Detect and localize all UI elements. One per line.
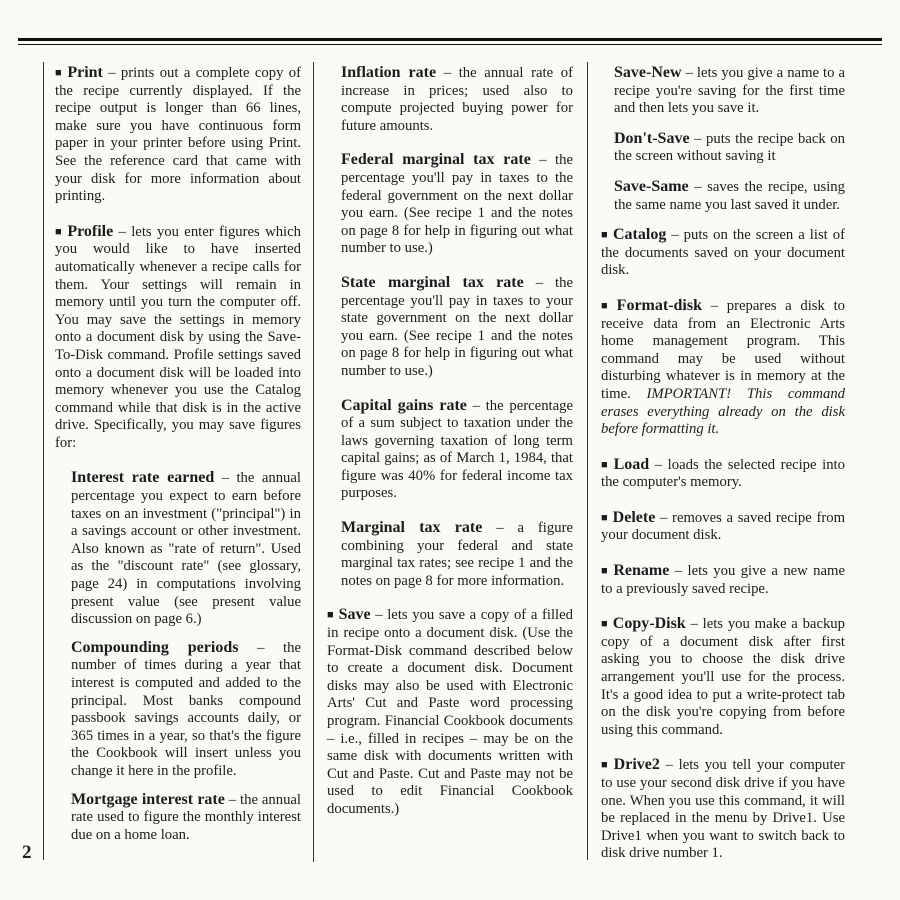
entry-drive2 [601,756,845,863]
entry-term: Mortgage interest rate [71,790,225,808]
entry-term: Copy-Disk [612,615,686,633]
entry-text: – puts the recipe back on the screen without saving it [614,130,845,165]
entry-term: Save-Same [614,177,689,195]
entry-term: State marginal tax rate [341,273,524,291]
entry-term: Compounding periods [71,638,239,656]
entry-text: – lets you enter figures which you would like to have inserted automatically whenever a recipe calls for them. Your settings will remain in memory until you turn the computer off. You may save the settings in memory onto a document disk by using the Save-To-Disk command. Profile settings saved onto a document disk will be loaded into memory whenever you use the Catalog command while that disk is in the active drive. Specifically, you may save figures for: [55,223,301,451]
entry-text: – loads the selected recipe into the computer's memory. [601,456,845,491]
column-2 [327,64,573,836]
entry-text: – removes a saved recipe from your document disk. [601,509,845,544]
bullet-icon: ■ [601,618,609,631]
entry-text: – the annual rate used to figure the monthly interest due on a home loan. [71,791,302,843]
entry-format-disk [601,297,845,439]
entry-state-tax [341,274,573,381]
entry-text: – lets you give a name to a recipe you're saving for the first time and then lets you save it. [614,65,845,117]
entry-term: Catalog [612,226,667,244]
column-3 [601,64,845,880]
entry-text: – a figure combining your federal and state marginal tax rates; see recipe 1 and the notes on page 8 for more information. [341,520,573,589]
entry-text: – lets you make a backup copy of a document disk after first asking you to choose the disk drive arrangement you'll use for the process. It's a good idea to put a write-protect tab on the disk you're copying from before using this command. [601,616,845,738]
column-divider-right [587,62,588,860]
bullet-icon: ■ [327,609,335,622]
header-rule-thick [18,38,882,41]
entry-term: Drive2 [613,756,660,774]
header-rule-thin [18,44,882,45]
entry-text: – the annual percentage you expect to earn before taxes on an investment ("principal") in a savings account or other investment. Also known as "rate of return". Used as the "discount rate" (see glossary, page 24) in computations involving present value (see present value discussion on page 6.) [71,470,302,628]
entry-text: – lets you save a copy of a filled in recipe onto a document disk. (Use the Format-Disk command described below to create a document disk. Document disks may also be used with Electronic Arts' Cut and Paste word processing program. Financial Cookbook documents – i.e., filled in recipes – may be on the same disk with documents written with Cut and Paste. Cut and Paste may not be used to edit Financial Cookbook documents.) [327,607,573,817]
entry-capital-gains [341,397,573,504]
entry-term: Marginal tax rate [341,519,483,537]
entry-warning: IMPORTANT! This command erases everything already on the disk before formatting it. [601,385,846,438]
entry-term: Capital gains rate [341,396,467,414]
column-divider-left [43,62,44,860]
bullet-icon: ■ [55,67,64,79]
bullet-icon: ■ [601,759,610,772]
entry-term: Delete [612,508,656,526]
entry-term: Save-New [614,64,682,81]
entry-term: Rename [613,562,670,580]
entry-text: – puts on the screen a list of the documents saved on your document disk. [601,227,845,279]
entry-compounding [71,639,301,781]
entry-text: – lets you tell your computer to use your second disk drive if you have one. When you use this command, it will be replaced in the menu by Drive1. Use Drive1 when you want to switch back to disk drive number 1. [601,757,845,862]
entry-mortgage [71,791,301,845]
bullet-icon: ■ [601,511,609,524]
entry-text: – the percentage you'll pay in taxes to your state government on the next dollar you earn. (See recipe 1 and the notes on page 8 for help in figuring out what number to use.) [341,274,573,379]
entry-text: – prepares a disk to receive data from an Electronic Arts home management program. This command may be used without disturbing whatever is in memory at the time. [601,297,845,402]
entry-term: Print [67,64,103,81]
entry-text: – prints out a complete copy of the recipe currently displayed. If the recipe output is longer than 66 lines, make sure you have continuous form paper in your printer before using Print. See the reference card that came with your disk for more information about printing. [55,65,301,205]
bullet-icon: ■ [601,299,613,312]
entry-text: – lets you give a new name to a previously saved recipe. [601,563,845,597]
entry-catalog [601,226,845,280]
entry-save-new [614,64,845,118]
bullet-icon: ■ [55,225,64,238]
entry-print [55,64,301,206]
entry-term: Profile [67,222,114,240]
entry-term: Interest rate earned [71,469,215,487]
entry-term: Format-disk [616,296,702,314]
entry-interest-rate [71,469,301,628]
entry-text: – the percentage you'll pay in taxes to the federal government on the next dollar you earn. (See recipe 1 and the notes on page 8 for help in figuring out what number to use.) [341,152,574,257]
entry-term: Inflation rate [341,64,437,81]
entry-text: – saves the recipe, using the same name you last saved it under. [614,178,845,213]
bullet-icon: ■ [601,458,610,471]
entry-federal-tax [341,151,573,258]
entry-term: Federal marginal tax rate [341,151,531,169]
entry-term: Don't-Save [614,129,690,147]
entry-profile [55,223,301,453]
column-divider-middle [313,62,314,862]
entry-text: – the annual rate of increase in prices; used also to compute projected buying power for future amounts. [341,65,573,134]
entry-marginal-tax [341,519,573,590]
bullet-icon: ■ [601,229,609,242]
column-1 [55,64,301,854]
entry-text: – the number of times during a year that interest is computed and added to the principal. Most banks compound passbook savings accounts daily, or 365 times in a year, so that's the figure the Cookbook will insert unless you change it here in the profile. [71,639,301,779]
entry-delete [601,509,845,545]
entry-term: Save [338,606,371,624]
entry-inflation [341,64,573,135]
entry-term: Load [613,455,650,473]
entry-dont-save [614,130,845,166]
entry-save [327,606,573,818]
page-number: 2 [22,842,32,863]
entry-text: – the percentage of a sum subject to taxation under the laws governing taxation of long term capital gains; as of March 1, 1984, that figure was 40% for federal income tax purposes. [341,397,573,502]
bullet-icon: ■ [601,565,610,578]
entry-rename [601,562,845,598]
entry-load [601,456,845,492]
entry-save-same [614,178,845,214]
entry-copy-disk [601,615,845,739]
